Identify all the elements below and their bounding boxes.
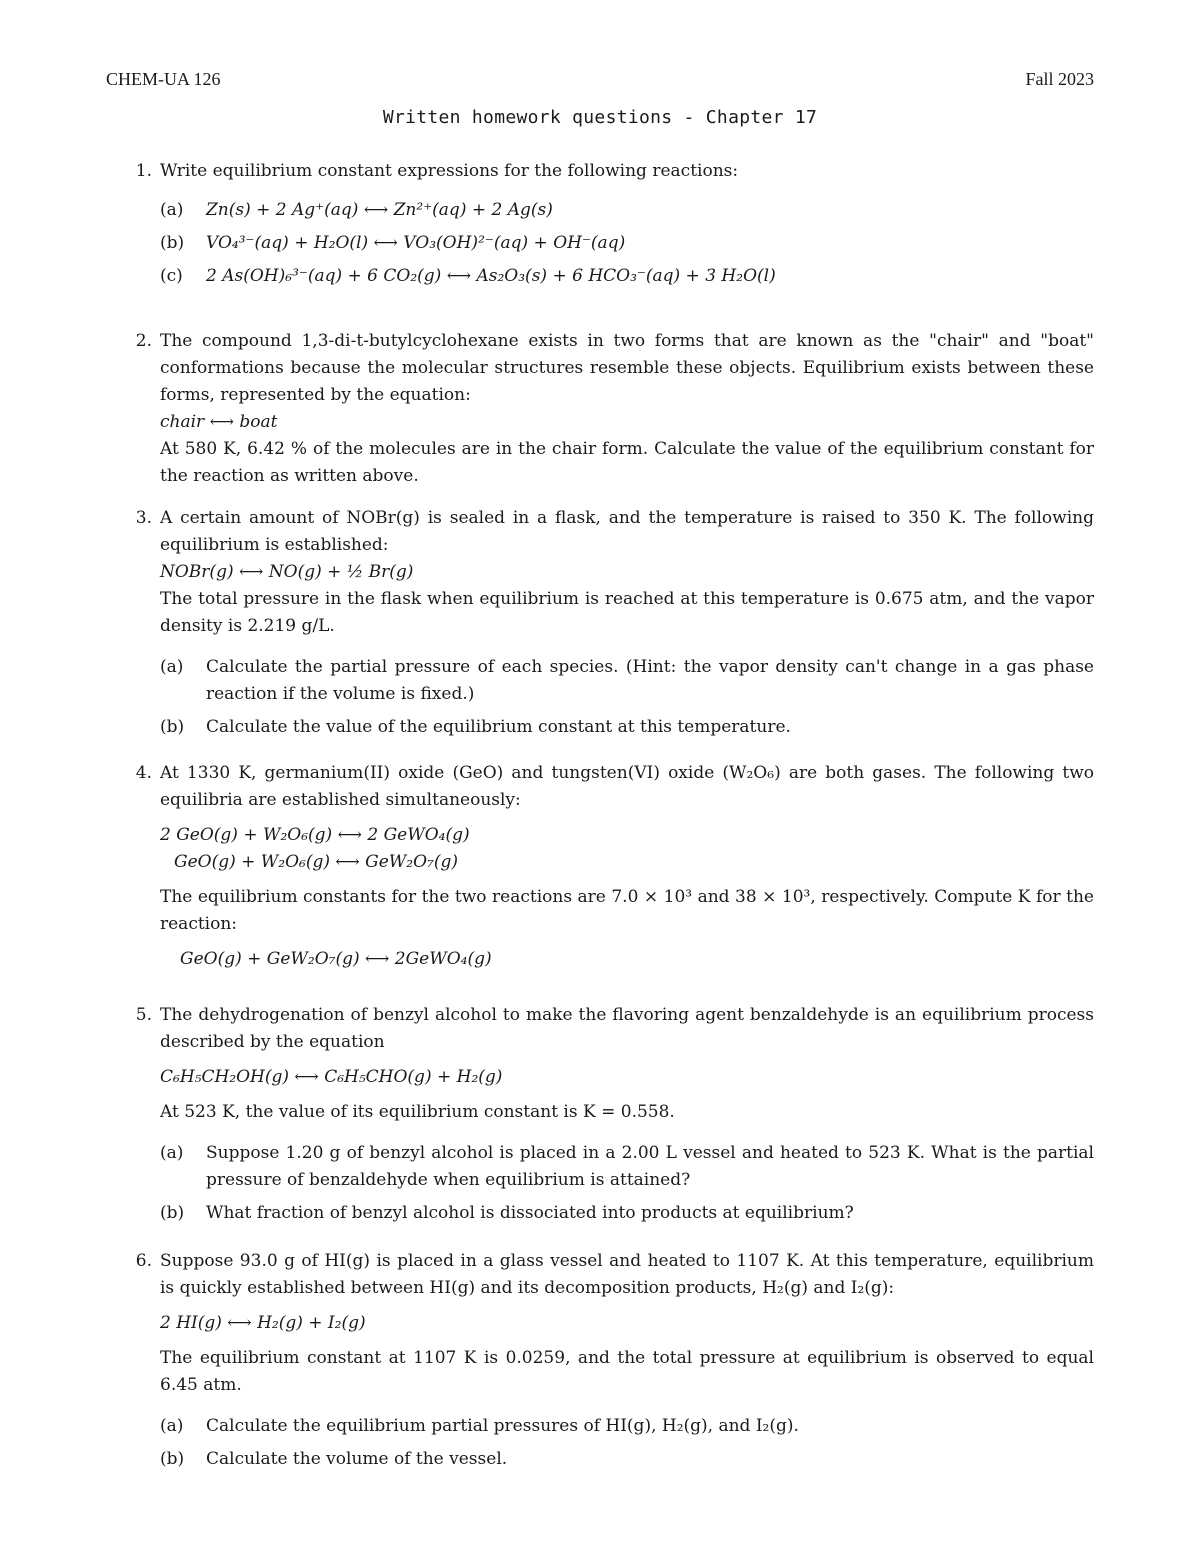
question-text-2: The equilibrium constants for the two reactions are 7.0 × 10³ and 38 × 10³, respectively. Compute K for the reaction:	[160, 887, 1094, 934]
sub-question-c	[160, 263, 1094, 290]
sub-question-b	[160, 230, 1094, 257]
equation: 2 As(OH)₆³⁻(aq) + 6 CO₂(g) ⟷ As₂O₃(s) + 6 HCO₃⁻(aq) + 3 H₂O(l)	[206, 266, 776, 286]
question-4	[130, 760, 1094, 973]
sub-question-a	[160, 1413, 1094, 1440]
equation: C₆H₅CH₂OH(g) ⟷ C₆H₅CHO(g) + H₂(g)	[160, 1067, 503, 1087]
question-text-2: At 580 K, 6.42 % of the molecules are in the chair form. Calculate the value of the equilibrium constant for the reaction as written above.	[160, 439, 1094, 486]
question-1	[130, 158, 1094, 290]
sub-label: (b)	[160, 1449, 185, 1469]
question-5	[130, 1002, 1094, 1227]
question-3	[130, 505, 1094, 741]
sub-label: (a)	[160, 1416, 184, 1436]
question-number: 5.	[135, 1005, 152, 1025]
question-number: 2.	[135, 331, 152, 351]
sub-label: (a)	[160, 200, 184, 220]
sub-label: (b)	[160, 233, 185, 253]
sub-question-b	[160, 714, 1094, 741]
equation: 2 HI(g) ⟷ H₂(g) + I₂(g)	[160, 1313, 366, 1333]
equation-2: GeO(g) + W₂O₆(g) ⟷ GeW₂O₇(g)	[174, 852, 458, 872]
question-text-2: The total pressure in the flask when equilibrium is reached at this temperature is 0.675 atm, and the vapor density is 2.219 g/L.	[160, 589, 1094, 636]
question-text: The compound 1,3-di-t-butylcyclohexane exists in two forms that are known as the "chair" and "boat" conformations because the molecular structures resemble these objects. Equilibrium exists between these forms, represented by the equation:	[160, 331, 1094, 405]
sub-question-text: Calculate the partial pressure of each species. (Hint: the vapor density can't change in a gas phase reaction if the volume is fixed.)	[206, 657, 1094, 704]
sub-question-b	[160, 1200, 1094, 1227]
sub-label: (b)	[160, 1203, 185, 1223]
equation: chair ⟷ boat	[160, 412, 278, 432]
question-number: 4.	[135, 763, 152, 783]
sub-question-text: Calculate the equilibrium partial pressures of HI(g), H₂(g), and I₂(g).	[206, 1416, 799, 1436]
sub-question-text: Suppose 1.20 g of benzyl alcohol is placed in a 2.00 L vessel and heated to 523 K. What is the partial pressure of benzaldehyde when equilibrium is attained?	[206, 1143, 1094, 1190]
equation-1: 2 GeO(g) + W₂O₆(g) ⟷ 2 GeWO₄(g)	[160, 825, 470, 845]
question-text: Suppose 93.0 g of HI(g) is placed in a glass vessel and heated to 1107 K. At this temperature, equilibrium is quickly established between HI(g) and its decomposition products, H₂(g) and I₂(g):	[160, 1251, 1094, 1298]
sub-label: (b)	[160, 717, 185, 737]
sub-question-text: Calculate the value of the equilibrium constant at this temperature.	[206, 717, 791, 737]
question-text: At 1330 K, germanium(II) oxide (GeO) and tungsten(VI) oxide (W₂O₆) are both gases. The following two equilibria are established simultaneously:	[160, 763, 1094, 810]
sub-label: (c)	[160, 266, 183, 286]
sub-label: (a)	[160, 1143, 184, 1163]
question-number: 3.	[135, 508, 152, 528]
question-number: 6.	[135, 1251, 152, 1271]
term-label: Fall 2023	[1025, 69, 1094, 89]
question-2	[130, 328, 1094, 490]
sub-question-b	[160, 1446, 1094, 1473]
sub-question-a	[160, 1140, 1094, 1194]
question-text: A certain amount of NOBr(g) is sealed in a flask, and the temperature is raised to 350 K. The following equilibrium is established:	[160, 508, 1094, 555]
equation: Zn(s) + 2 Ag⁺(aq) ⟷ Zn²⁺(aq) + 2 Ag(s)	[206, 200, 553, 220]
question-text-2: At 523 K, the value of its equilibrium constant is K = 0.558.	[160, 1102, 675, 1122]
equation-3: GeO(g) + GeW₂O₇(g) ⟷ 2GeWO₄(g)	[180, 949, 492, 969]
equation: VO₄³⁻(aq) + H₂O(l) ⟷ VO₃(OH)²⁻(aq) + OH⁻(aq)	[206, 233, 626, 253]
sub-question-text: Calculate the volume of the vessel.	[206, 1449, 508, 1469]
course-code: CHEM-UA 126	[106, 69, 221, 89]
sub-question-a	[160, 197, 1094, 224]
question-number: 1.	[135, 161, 152, 181]
sub-question-text: What fraction of benzyl alcohol is dissociated into products at equilibrium?	[206, 1203, 854, 1223]
question-text: Write equilibrium constant expressions for the following reactions:	[160, 161, 739, 181]
sub-label: (a)	[160, 657, 184, 677]
question-text-2: The equilibrium constant at 1107 K is 0.0259, and the total pressure at equilibrium is observed to equal 6.45 atm.	[160, 1348, 1094, 1395]
question-text: The dehydrogenation of benzyl alcohol to make the flavoring agent benzaldehyde is an equilibrium process described by the equation	[160, 1005, 1094, 1052]
question-6	[130, 1248, 1094, 1473]
equation: NOBr(g) ⟷ NO(g) + ½ Br(g)	[160, 562, 414, 582]
sub-question-a	[160, 654, 1094, 708]
page-title: Written homework questions - Chapter 17	[382, 107, 818, 128]
